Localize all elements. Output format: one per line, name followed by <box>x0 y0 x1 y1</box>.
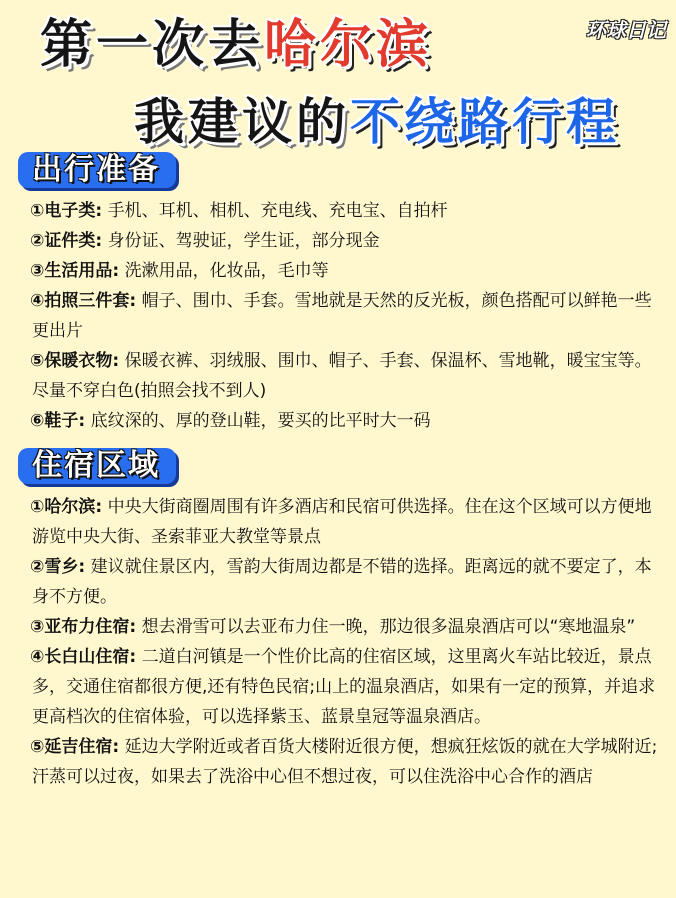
list-item: ⑥鞋子: 底纹深的、厚的登山鞋，要买的比平时大一码 <box>30 411 431 431</box>
title-line-1 <box>40 2 432 77</box>
list-item: ④长白山住宿: 二道白河镇是一个性价比高的住宿区域，这里离火车站比较近，景点多，交通住宿都很方便,还有特色民宿;山上的温泉酒店，如果有一定的预算，并追求更高档次的住宿体验，可以选择紫玉、蓝景皇冠等温泉酒店。 <box>30 647 656 727</box>
list-item: ③亚布力住宿: 想去滑雪可以去亚布力住一晚，那边很多温泉酒店可以“寒地温泉” <box>30 617 636 637</box>
list-item: ⑤保暖衣物: 保暖衣裤、羽绒服、围巾、帽子、手套、保温杯、雪地靴，暖宝宝等。尽量不穿白色(拍照会找不到人) <box>30 351 652 401</box>
list-item: ④拍照三件套: 帽子、围巾、手套。雪地就是天然的反光板，颜色搭配可以鲜艳一些更出片 <box>30 291 652 341</box>
list-item: ③生活用品: 洗漱用品，化妆品，毛巾等 <box>30 261 329 281</box>
title-line-2 <box>134 82 620 154</box>
section-heading: 出行准备 <box>32 152 160 187</box>
title-line-2-part-1: 我建议的 <box>134 93 350 151</box>
list-item: ①哈尔滨: 中央大街商圈周围有许多酒店和民宿可供选择。住在这个区域可以方便地游览中央大街、圣索菲亚大教堂等景点 <box>30 497 652 547</box>
title-line-1-part-1: 第一次去 <box>40 15 265 75</box>
section-travel-prep <box>0 150 676 436</box>
section-accommodation <box>0 446 676 792</box>
brand-signature: 环球日记 <box>586 18 666 42</box>
title-line-2-part-2: 不绕路行程 <box>350 93 620 151</box>
section-heading-badge <box>18 446 176 486</box>
list-item: ②雪乡: 建议就住景区内，雪韵大街周边都是不错的选择。距离远的就不要定了，本身不方便。 <box>30 557 652 607</box>
title-line-1-part-2: 哈尔滨 <box>264 15 433 75</box>
list-item: ⑤延吉住宿: 延边大学附近或者百货大楼附近很方便，想疯狂炫饭的就在大学城附近;汗蒸可以过夜，如果去了洗浴中心但不想过夜，可以住洗浴中心合作的酒店 <box>30 737 658 787</box>
section-heading-badge <box>18 150 176 190</box>
section-heading: 住宿区域 <box>32 448 160 483</box>
list-item: ①电子类: 手机、耳机、相机、充电线、充电宝、自拍杆 <box>30 201 448 221</box>
list-item: ②证件类: 身份证、驾驶证，学生证，部分现金 <box>30 231 380 251</box>
